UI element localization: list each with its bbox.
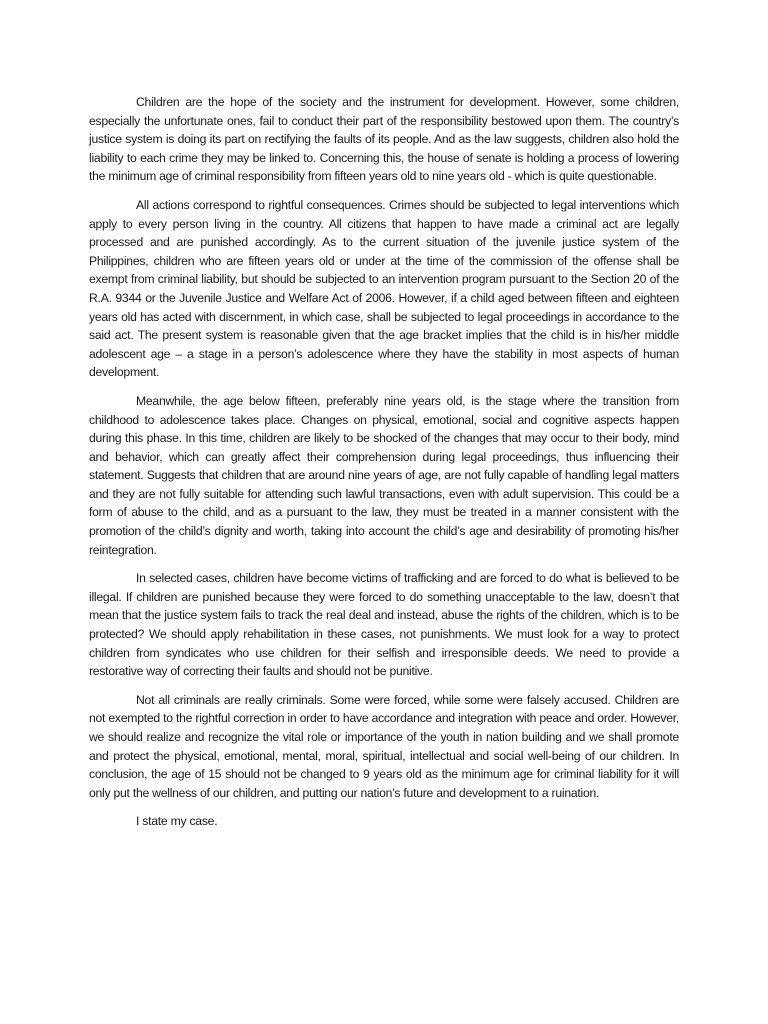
paragraph-conclusion: Not all criminals are really criminals. Some were forced, while some were falsely accused. Children are not exempted to the rightful correction in order to have accordance and integration with peace and order. However, we should realize and recognize the vital role or importance of the youth in nation building and we shall promote and protect the physical, emotional, mental, moral, spiritual, intellectual and social well-being of our children. In conclusion, the age of 15 should not be changed to 9 years old as the minimum age for criminal liability for it will only put the wellness of our children, and putting our nation’s future and development to a ruination. xyxy=(89,692,679,800)
paragraph-age-below-fifteen: Meanwhile, the age below fifteen, preferably nine years old, is the stage where the transition from childhood to adolescence takes place. Changes on physical, emotional, social and cognitive aspects happen during this phase. In this time, children are likely to be shocked of the changes that may occur to their body, mind and behavior, which can greatly affect their comprehension during legal proceedings, thus influencing their statement. Suggests that children that are around nine years of age, are not fully capable of handling legal matters and they are not fully suitable for attending such lawful transactions, even with adult supervision. This could be a form of abuse to the child, and as a pursuant to the law, they must be treated in a manner consistent with the promotion of the child’s dignity and worth, taking into account the child’s age and desirability of promoting his/her reintegration. xyxy=(89,393,679,557)
paragraph-closing: I state my case. xyxy=(136,814,218,829)
paragraph-trafficking: In selected cases, children have become victims of trafficking and are forced to do what is believed to be illegal. If children are punished because they were forced to do something unacceptable to the law, doesn’t that mean that the justice system fails to track the real deal and instead, abuse the rights of the children, which is to be protected? We should apply rehabilitation in these cases, not punishments. We must look for a way to protect children from syndicates who use children for their selfish and irresponsible deeds. We need to provide a restorative way of correcting their faults and should not be punitive. xyxy=(89,571,679,679)
paragraph-current-system: All actions correspond to rightful consequences. Crimes should be subjected to legal interventions which apply to every person living in the country. All citizens that happen to have made a criminal act are legally processed and are punished accordingly. As to the current situation of the juvenile justice system of the Philippines, children who are fifteen years old or under at the time of the commission of the offense shall be exempt from criminal liability, but should be subjected to an intervention program pursuant to the Section 20 of the R.A. 9344 or the Juvenile Justice and Welfare Act of 2006. However, if a child aged between fifteen and eighteen years old has acted with discernment, in which case, shall be subjected to legal proceedings in accordance to the said act. The present system is reasonable given that the age bracket implies that the child is in his/her middle adolescent age – a stage in a person’s adolescence where they have the stability in most aspects of human development. xyxy=(89,197,679,380)
paragraph-intro: Children are the hope of the society and the instrument for development. However, some children, especially the unfortunate ones, fail to conduct their part of the responsibility bestowed upon them. The country’s justice system is doing its part on rectifying the faults of its people. And as the law suggests, children also hold the liability to each crime they may be linked to. Concerning this, the house of senate is holding a process of lowering the minimum age of criminal responsibility from fifteen years old to nine years old - which is quite questionable. xyxy=(89,95,679,184)
document-body xyxy=(89,93,679,841)
